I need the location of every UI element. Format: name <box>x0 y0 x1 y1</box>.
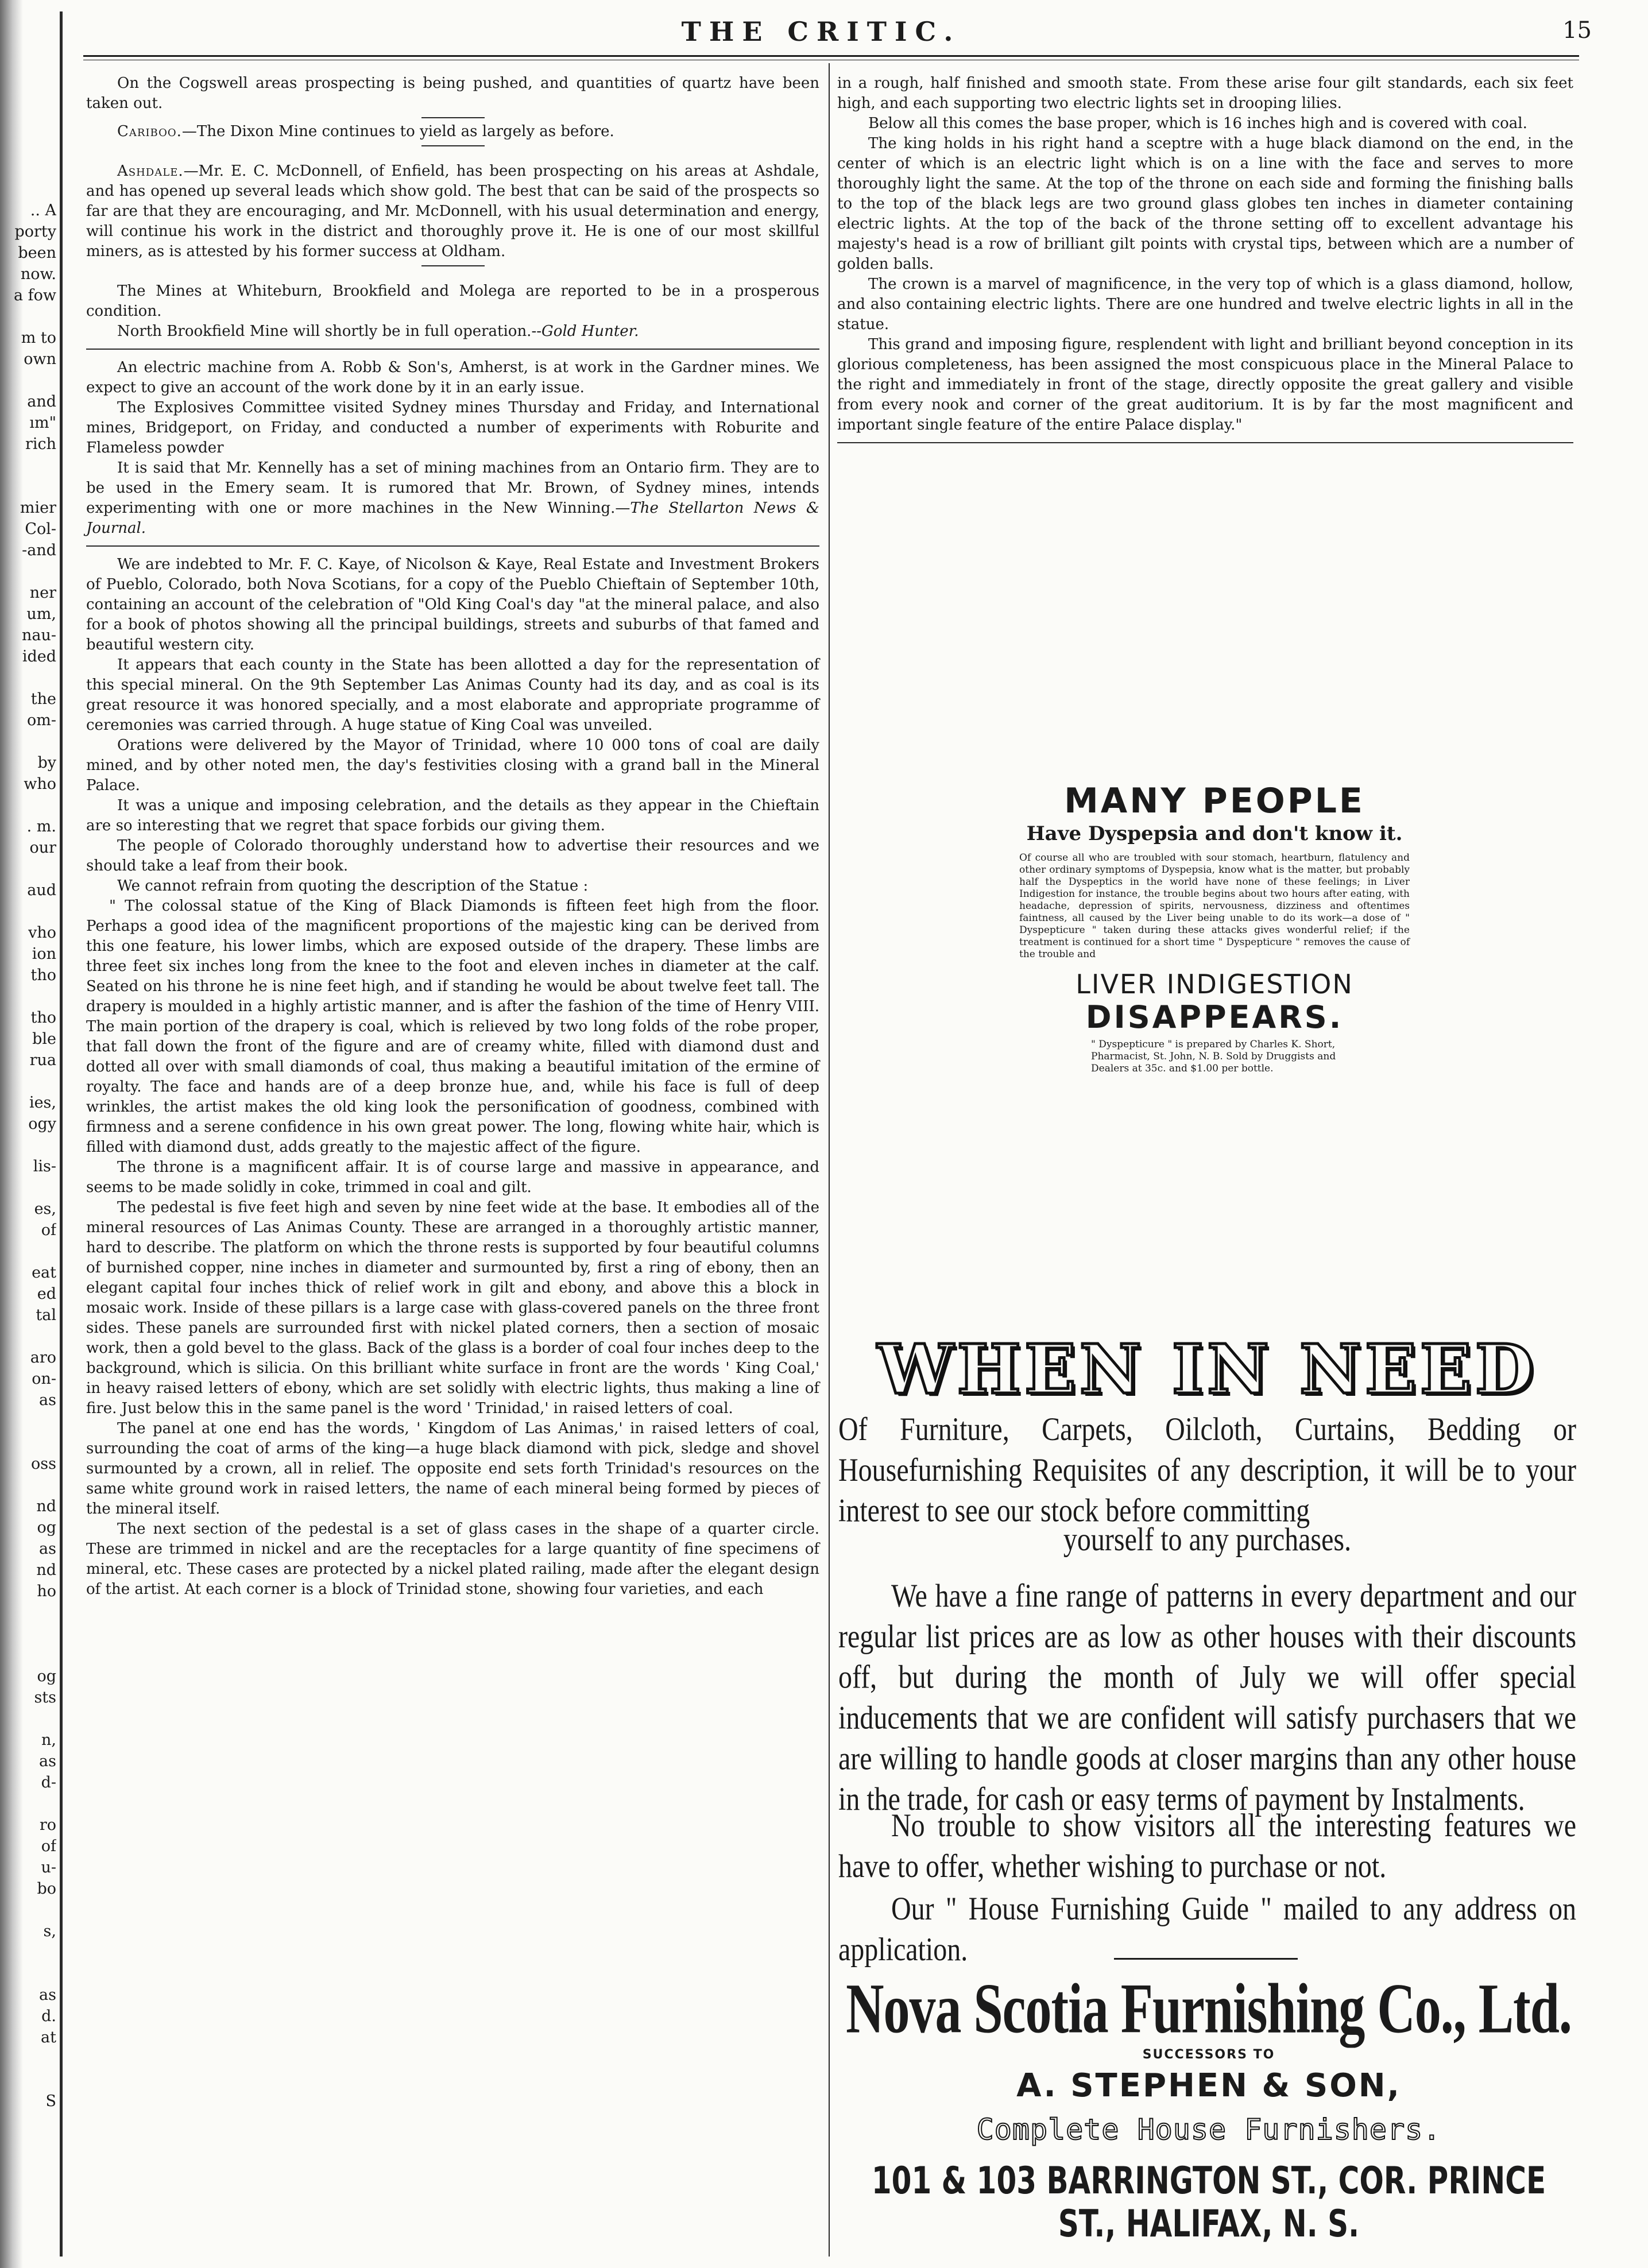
facing-fragment <box>0 1411 56 1432</box>
furnishing-ad-body <box>838 1410 1576 1558</box>
facing-fragment: n, <box>41 1731 56 1749</box>
electric-machine-item: An electric machine from A. Robb & Son's, Amherst, is at work in the Gardner mines. We expect to give an account of the work done by it in an early issue. <box>86 359 819 396</box>
statue-paragraph: " The colossal statue of the King of Black Diamonds is fifteen feet high from the floor. Perhaps a good idea of the magnificent proportions of the majestic king can be derived from this one feature, his lower limbs, which are exposed outside of the drapery. These limbs are three feet six inches long from the knee to the foot and eleven inches in diameter at the calf. Seated on his throne he is nine feet high, and if standing he would be about twelve feet tall. The drapery is moulded in a highly artistic manner, and is after the fashion of the time of Henry VIII. The main portion of the drapery is coal, which is relieved by two long folds of the robe proper, that fall down the front of the figure and are of creamy white, filled with diamond dust and dotted all over with small diamonds of coal, thus making a beautiful imitation of the ermine of royalty. The face and hands are of a deep bronze hue, and, while his face is full of deep wrinkles, the artist makes the old king look the personification of goodness, combined with firmness and a serene confidence in his own great power. The long, flowing white hair, which is filled with diamond dust, adds greatly to the majestic affect of the figure. <box>86 897 819 1156</box>
facing-fragment: now. <box>20 265 56 283</box>
pedestal-paragraph: The pedestal is five feet high and seven by nine feet wide at the base. It embodies all of the mineral resources of Las Animas County. These are arranged in a thoroughly artistic manner, hard to describe. The platform on which the throne rests is supported by four beautiful columns of burnished copper, nine inches in diameter and surmounted by, first a ring of ebony, then an elegant capital four inches thick of relief work in gilt and ebony, and above this a block in mosaic work. Inside of these pillars is a large case with glass-covered panels on the three front sides. These panels are surrounded first with nickel plated corners, then a section of mosaic work, then a gold bevel to the glass. Back of the glass is a border of coal four inches deep to the background, which is silicia. On this brilliant white surface in front are the words ' King Coal,' in heavy raised letters of ebony, which are set solidly with electric lights, thus making a line of fire. Just below this in the same panel is the word ' Trinidad,' in raised letters of coal. <box>86 1199 819 1417</box>
orations-paragraph: Orations were delivered by the Mayor of Trinidad, where 10 000 tons of coal are daily mined, and by other noted men, the day's festivities closing with a grand ball in the Mineral Palace. <box>86 737 819 794</box>
ad-liver-indigestion: LIVER INDIGESTION <box>1076 969 1353 1000</box>
facing-fragment: as <box>39 1391 56 1409</box>
facing-fragment: nd <box>36 1497 56 1515</box>
next-section-paragraph: The next section of the pedestal is a set of glass cases in the shape of a quarter circle. These are trimmed in nickel and are the receptacles for a large quantity of fine specimens of mineral, etc. These cases are protected by a nickel plated railing, made after the elegant design of the artist. At each corner is a block of Trinidad stone, showing four varieties, and each <box>86 1520 819 1598</box>
furnishing-advertisement <box>838 1329 1576 1409</box>
facing-fragment: ble <box>32 1030 56 1048</box>
dyspepticure-advertisement <box>1002 781 1427 1075</box>
header-rule <box>83 55 1579 57</box>
ashdale-item <box>86 161 819 262</box>
facing-fragment <box>0 157 56 179</box>
facing-fragment: -and <box>22 541 56 559</box>
facing-fragment: ies, <box>29 1094 56 1112</box>
crown-paragraph: The crown is a marvel of magnificence, in the very top of which is a glass diamond, hollow, and also containing electric lights. There are one hundred and twelve electric lights in all in the statue. <box>837 276 1573 333</box>
facing-fragment <box>0 1942 56 1963</box>
facing-fragment: nd <box>36 1561 56 1579</box>
cogswell-item: On the Cogswell areas prospecting is being pushed, and quantities of quartz have been taken out. <box>86 75 819 112</box>
facing-fragment: um, <box>26 605 56 623</box>
facing-fragment: eat <box>32 1264 56 1282</box>
ad-paragraph-1: Of Furniture, Carpets, Oilcloth, Curtains, Bedding or Housefurnishing Requisites of any description, it will be to your interest to see our stock before committing <box>838 1411 1576 1529</box>
facing-fragment: by <box>37 754 56 772</box>
cariboo-text: —The Dixon Mine continues to yield as largely as before. <box>181 123 614 140</box>
facing-fragment <box>0 1135 56 1156</box>
facing-fragment: porty <box>14 223 56 241</box>
facing-fragment <box>0 901 56 922</box>
facing-fragment <box>0 1708 56 1729</box>
facing-fragment <box>0 1899 56 1921</box>
facing-fragment: who <box>24 775 56 793</box>
facing-fragment <box>0 179 56 200</box>
facing-fragment <box>0 2069 56 2091</box>
facing-fragment: as <box>39 1752 56 1770</box>
successors-to: SUCCESSORS TO <box>1142 2048 1275 2062</box>
facing-fragment: lis- <box>33 1158 56 1175</box>
facing-page-fragments <box>0 115 56 2112</box>
cariboo-item <box>86 122 819 142</box>
kaye-paragraph: We are indebted to Mr. F. C. Kaye, of Nicolson & Kaye, Real Estate and Investment Brokers of Pueblo, Colorado, both Nova Scotians, for a copy of the Pueblo Chieftain of September 10th, containing an account of the celebration of "Old King Coal's day "at the mineral palace, and also for a book of photos showing all the principal buildings, streets and suburbs of that famed and beautiful western city. <box>86 556 819 653</box>
facing-fragment: ro <box>39 1816 56 1834</box>
facing-fragment: mier <box>20 499 56 517</box>
facing-fragment: sts <box>34 1689 56 1706</box>
company-name: Nova Scotia Furnishing Co., Ltd. <box>846 1968 1572 2048</box>
facing-fragment <box>0 1963 56 1984</box>
facing-fragment: on- <box>32 1370 56 1388</box>
facing-fragment <box>0 1326 56 1347</box>
allotted-paragraph: It appears that each county in the State has been allotted a day for the representation of this special mineral. On the 9th September Las Animas County had its day, and as coal is its great resource it was honored specially, and a most elaborate and appropriate programme of ceremonies was carried through. A huge statue of King Coal was unveiled. <box>86 656 819 734</box>
facing-fragment: d- <box>41 1774 56 1791</box>
facing-fragment <box>0 136 56 157</box>
facing-fragment <box>0 1644 56 1666</box>
right-column <box>837 73 1573 451</box>
facing-fragment: og <box>37 1519 56 1536</box>
facing-fragment: our <box>29 839 56 857</box>
section-rule <box>837 442 1573 443</box>
facing-fragment: tho <box>30 1009 56 1027</box>
ashdale-text: —Mr. E. C. McDonnell, of Enfield, has been prospecting on his areas at Ashdale, and has opened up several leads which show gold. The best that can be said of the prospects so far are that they are encouraging, and Mr. McDonnell, with his usual determination and energy, will continue his work in the district and thoroughly prove it. He is one of our most skillful miners, as is attested by his former success at Oldham. <box>86 162 819 260</box>
panel-paragraph: The panel at one end has the words, ' Kingdom of Las Animas,' in raised letters of coal, surrounding the coat of arms of the king—a huge black diamond with pick, sledge and shovel surmounted by a crown, all in relief. The opposite end sets forth Trinidad's resources on the same white ground work in raised letters, the name of each mineral being formed by pieces of the mineral itself. <box>86 1420 819 1518</box>
tagline: Complete House Furnishers. <box>976 2113 1441 2146</box>
continued-paragraph: in a rough, half finished and smooth state. From these arise four gilt standards, each six feet high, and each supporting two electric lights set in drooping lilies. <box>837 75 1573 112</box>
facing-fragment: own <box>24 350 56 368</box>
facing-fragment <box>0 2048 56 2069</box>
facing-fragment: ım" <box>29 414 56 432</box>
item-rule <box>421 145 485 146</box>
base-paragraph: Below all this comes the base proper, which is 16 inches high and is covered with coal. <box>868 115 1527 132</box>
item-rule <box>421 117 485 118</box>
masthead-title: THE CRITIC. <box>681 16 961 47</box>
facing-fragment: S <box>45 2092 56 2110</box>
facing-fragment <box>0 1071 56 1092</box>
unique-paragraph: It was a unique and imposing celebration, and the details as they appear in the Chieftain are so interesting that we regret that space forbids our giving them. <box>86 797 819 834</box>
facing-fragment: ion <box>32 945 56 963</box>
ad-disappears: DISAPPEARS. <box>1085 999 1344 1035</box>
facing-fragment: og <box>37 1667 56 1685</box>
company-address: 101 & 103 BARRINGTON ST., COR. PRINCE ST., HALIFAX, N. S. <box>871 2159 1546 2246</box>
section-rule <box>86 545 819 547</box>
refrain-paragraph: We cannot refrain from quoting the description of the Statue : <box>117 877 589 895</box>
facing-fragment: tho <box>30 966 56 984</box>
facing-fragment <box>0 1623 56 1644</box>
kennelly-item <box>86 458 819 539</box>
facing-fragment <box>0 1432 56 1453</box>
predecessor-name: A. STEPHEN & SON, <box>1016 2067 1401 2104</box>
grand-paragraph: This grand and imposing figure, resplendent with light and brilliant beyond conception in its glorious completeness, has been assigned the most conspicuous place in the Mineral Palace to the right and immediately in front of the stage, directly opposite the great gallery and visible from every nook and corner of the great auditorium. It is by far the most magnificent and important single feature of the entire Palace display." <box>837 336 1573 434</box>
facing-fragment: rich <box>25 435 56 453</box>
item-rule <box>421 265 485 266</box>
ashdale-label: Ashdale. <box>117 162 184 180</box>
facing-fragment <box>0 306 56 327</box>
ad-headline: MANY PEOPLE <box>1064 781 1365 821</box>
facing-fragment: rua <box>29 1051 56 1069</box>
facing-fragment <box>0 1793 56 1814</box>
cariboo-label: Cariboo. <box>117 123 182 140</box>
facing-fragment: d. <box>41 2007 56 2025</box>
facing-fragment: vho <box>28 924 56 942</box>
facing-fragment <box>0 1602 56 1623</box>
facing-fragment: the <box>30 690 56 708</box>
whiteburn-item: The Mines at Whiteburn, Brookfield and Molega are reported to be in a prosperous condition. <box>86 282 819 320</box>
facing-fragment <box>0 1241 56 1262</box>
furnishing-ad-body-3 <box>838 1806 1576 1884</box>
ad-subhead: Have Dyspepsia and don't know it. <box>1026 822 1403 845</box>
gold-hunter-credit: Gold Hunter. <box>541 323 639 340</box>
facing-fragment: s, <box>43 1922 56 1940</box>
facing-fragment: es, <box>34 1200 56 1218</box>
ad-rule <box>1114 1958 1298 1960</box>
facing-fragment: as <box>39 1986 56 2004</box>
facing-fragment <box>0 1177 56 1198</box>
colorado-paragraph: The people of Colorado thoroughly understand how to advertise their resources and we should take a leaf from their book. <box>86 837 819 874</box>
facing-fragment: of <box>41 1221 56 1239</box>
ad-headline: WHEN IN NEED <box>877 1329 1538 1409</box>
facing-fragment: at <box>41 2029 56 2046</box>
facing-fragment: nau- <box>22 626 56 644</box>
facing-fragment: u- <box>41 1859 56 1876</box>
facing-fragment <box>0 1474 56 1496</box>
north-brookfield-item <box>86 322 819 342</box>
facing-fragment: ogy <box>28 1115 56 1133</box>
furnishing-ad-body-2 <box>838 1576 1576 1818</box>
king-holds-paragraph: The king holds in his right hand a sceptre with a huge black diamond on the end, in the center of which is an electric light which is on a line with the face and serves to more thoroughly light the same. At the top of the throne on each side and forming the finishing balls to the top of the black legs are two ground glass globes ten inches in diameter containing electric lights. At the top of the back of the throne setting off to excellent advantage his majesty's head is a row of brilliant gilt points with crystal tips, between which are a number of golden balls. <box>837 135 1573 273</box>
facing-fragment: ed <box>37 1285 56 1303</box>
explosives-item: The Explosives Committee visited Sydney mines Thursday and Friday, and International mines, Bridgeport, on Friday, and conducted a number of experiments with Roburite and Flameless powder <box>86 399 819 456</box>
facing-fragment: oss <box>31 1455 56 1473</box>
facing-fragment <box>0 115 56 136</box>
furnishing-ad-body-4 <box>838 1889 1576 1968</box>
kennelly-text: It is said that Mr. Kennelly has a set of mining machines from an Ontario firm. They are to be used in the Emery seam. It is rumored that Mr. Brown, of Sydney mines, intends experimenting with one or more machines in the New Winning.— <box>86 459 819 517</box>
column-divider <box>829 63 830 2257</box>
facing-fragment <box>0 795 56 816</box>
facing-fragment: ided <box>22 648 56 665</box>
facing-fragment: as <box>39 1540 56 1558</box>
throne-paragraph: The throne is a magnificent affair. It is of course large and massive in appearance, and seems to be made solidly in coke, trimmed in coal and gilt. <box>86 1159 819 1196</box>
facing-fragment: bo <box>37 1880 56 1898</box>
facing-fragment: aro <box>30 1349 56 1367</box>
ad-paragraph-2: We have a fine range of patterns in every department and our regular list prices are as low as other houses with their discounts off, but during the month of July we will offer special inducements that we are confident will satisfy purchasers that we are willing to handle goods at closer margins than any other house in the trade, for cash or easy terms of payment by Instalments. <box>838 1578 1576 1818</box>
stellarton-credit: The Stellarton News & Journal. <box>86 500 819 537</box>
ad-paragraph-1-end: yourself to any purchases. <box>1063 1522 1352 1558</box>
facing-fragment: m to <box>21 329 56 347</box>
facing-fragment: tal <box>36 1306 56 1324</box>
section-rule <box>86 349 819 350</box>
ad-paragraph-3: No trouble to show visitors all the interesting features we have to offer, whether wishing to purchase or not. <box>838 1808 1576 1884</box>
ad-footer: " Dyspepticure " is prepared by Charles K. Short, Pharmacist, St. John, N. B. Sold by Druggists and Dealers at 35c. and $1.00 per bottle. <box>1091 1039 1336 1074</box>
facing-fragment <box>0 731 56 752</box>
facing-fragment: Col- <box>25 520 56 538</box>
facing-fragment: ho <box>37 1582 56 1600</box>
facing-fragment <box>0 370 56 391</box>
facing-fragment: . m. <box>26 818 56 835</box>
facing-fragment: ner <box>29 584 56 602</box>
facing-fragment <box>0 986 56 1007</box>
margin-rule <box>60 11 63 2257</box>
facing-fragment: of <box>41 1837 56 1855</box>
facing-fragment: and <box>27 393 56 411</box>
facing-fragment <box>0 476 56 497</box>
facing-fragment <box>0 455 56 476</box>
facing-fragment: .. A <box>30 202 56 219</box>
page-number: 15 <box>1562 17 1592 44</box>
north-brookfield-text: North Brookfield Mine will shortly be in full operation.-- <box>117 323 542 340</box>
ad-paragraph-4: Our " House Furnishing Guide " mailed to any address on application. <box>838 1891 1576 1968</box>
facing-fragment: aud <box>27 881 56 899</box>
facing-fragment <box>0 561 56 582</box>
facing-fragment <box>0 858 56 880</box>
facing-fragment: a fow <box>13 287 56 304</box>
facing-fragment <box>0 667 56 688</box>
facing-fragment: om- <box>27 711 56 729</box>
facing-fragment: been <box>18 244 56 262</box>
left-column <box>86 73 819 1600</box>
ad-body: Of course all who are troubled with sour stomach, heartburn, flatulency and other ordinary symptoms of Dyspepsia, know what is the matter, but probably half the Dyspeptics in the world have none of these feelings; in Liver Indigestion for instance, the trouble begins about two hours after eating, with headache, depression of spirits, nervousness, dizziness and oftentimes faintness, all caused by the Liver being unable to do its work—a dose of " Dyspepticure " taken during these attacks gives wonderful relief; if the treatment is continued for a short time " Dyspepticure " removes the cause of the trouble and <box>1019 852 1410 960</box>
